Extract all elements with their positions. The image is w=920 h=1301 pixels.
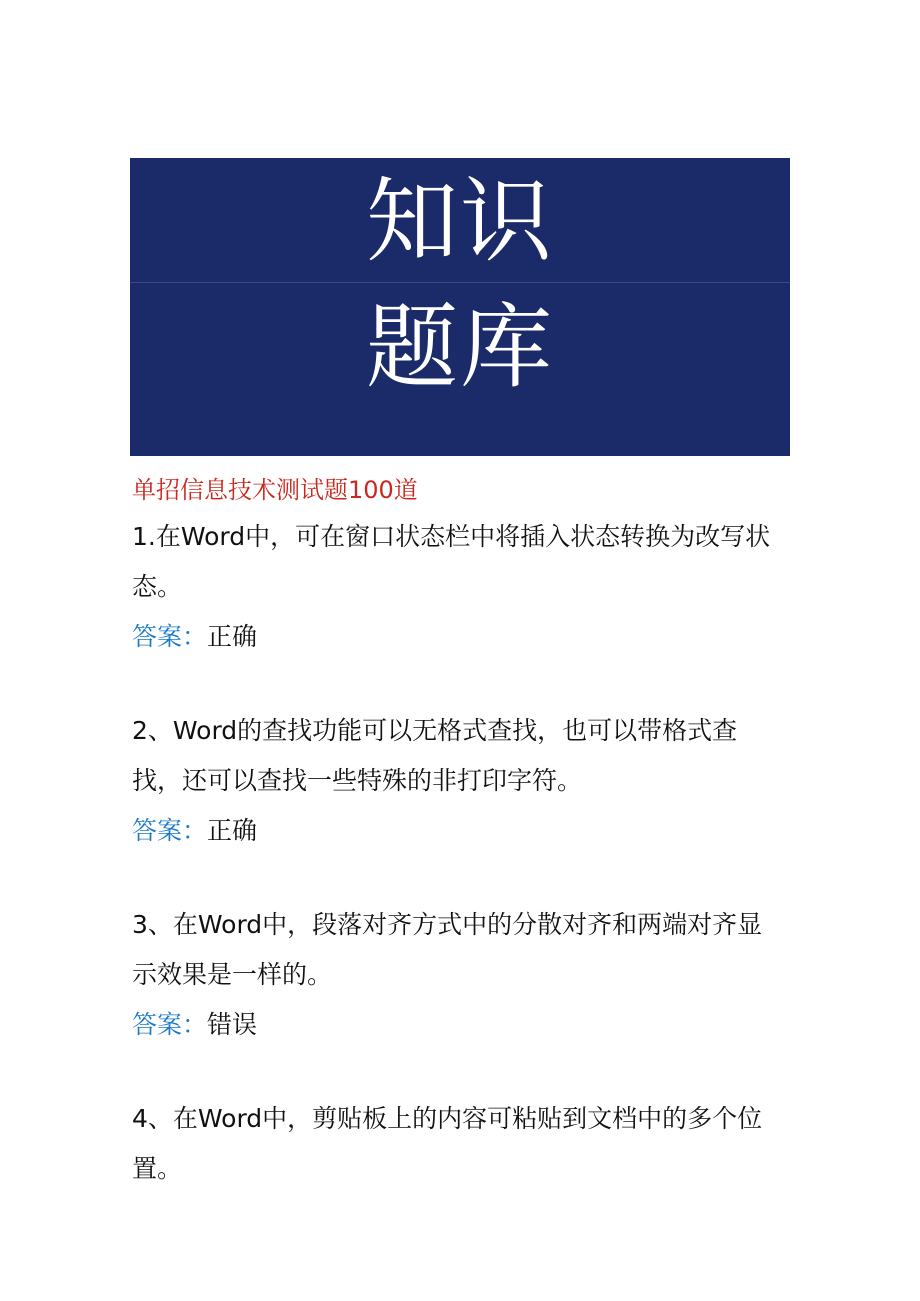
answer-label: 答案： <box>132 1010 208 1039</box>
question-3-line-1: 3、在Word中，段落对齐方式中的分散对齐和两端对齐显 <box>132 910 763 939</box>
banner-line-1: 知识 <box>365 168 554 275</box>
title-banner <box>130 158 790 456</box>
question-1-line-1: 1.在Word中，可在窗口状态栏中将插入状态转换为改写状 <box>132 522 771 551</box>
question-1-line-2: 态。 <box>132 572 183 601</box>
question-block-3 <box>132 900 792 1050</box>
question-4-line-2: 置。 <box>132 1154 183 1183</box>
answer-label: 答案： <box>132 622 208 651</box>
question-block-2 <box>132 706 792 856</box>
spacer <box>132 662 792 706</box>
question-block-4 <box>132 1094 792 1194</box>
answer-2 <box>132 806 792 856</box>
document-body <box>132 468 792 1194</box>
question-2-line-2: 找，还可以查找一些特殊的非打印字符。 <box>132 766 583 795</box>
answer-1 <box>132 612 792 662</box>
spacer <box>132 856 792 900</box>
question-3-line-2: 示效果是一样的。 <box>132 960 333 989</box>
question-4-line-1: 4、在Word中，剪贴板上的内容可粘贴到文档中的多个位 <box>132 1104 763 1133</box>
spacer <box>132 1050 792 1094</box>
answer-3-value: 错误 <box>207 1010 258 1039</box>
answer-1-value: 正确 <box>207 622 258 651</box>
question-2-line-1: 2、Word的查找功能可以无格式查找，也可以带格式查 <box>132 716 738 745</box>
answer-3 <box>132 1000 792 1050</box>
answer-label: 答案： <box>132 816 208 845</box>
answer-2-value: 正确 <box>207 816 258 845</box>
banner-divider <box>130 282 790 283</box>
document-title: 单招信息技术测试题100道 <box>132 476 418 504</box>
question-block-1 <box>132 512 792 662</box>
banner-line-2: 题库 <box>365 294 554 401</box>
